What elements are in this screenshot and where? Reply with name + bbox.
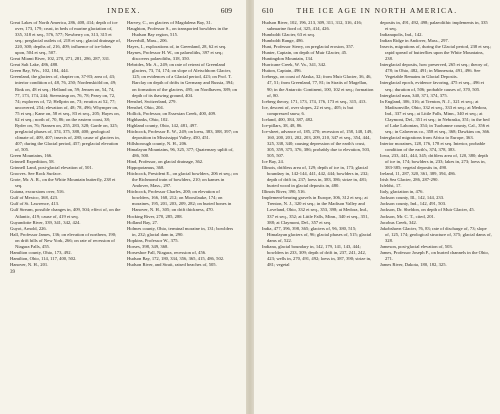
index-entry: Hillsborough county, N. H., 206. <box>127 140 188 146</box>
index-entry: Hitchcock, Professor E. W., 249; on loess, 383, 388, 397; on deposition in Mississippi Valley, 450, 451. <box>127 128 238 140</box>
right-page <box>254 0 500 414</box>
index-entry: Insects, migrations of, during the Glacial period, 238 et seq.; rapid spread of butterflies upon the White Mountains, 238. <box>380 44 492 62</box>
index-entry: Interior moraines, 128, 176, 178 et seq. Interior, probable condition of the earth's, 374, 378, 383. <box>380 140 486 152</box>
index-entry: Grinnell Land, post-glacial elevation of, 501. <box>10 165 93 171</box>
index-entry: Himalayan Mountains, 96, 325, 377; Quaternary uplift of, 486, 500. <box>127 146 234 159</box>
index-entry: Hopkins, Professor W., 375. <box>127 237 179 243</box>
index-entry: Grote, Mr. A. R., on the White Mountain butterfly, 238 et seq. <box>10 177 116 189</box>
index-entry: Illinois River, 390, 516. <box>262 189 306 195</box>
index-columns <box>10 20 238 268</box>
index-entry: Great Lakes of North America, 286, 408, 414; depth of ice over, 173, 179; crust, in beds of marine glaciation of, 335, 318 et seq., 576, 577; Newberry on, 313, 315 et seq.; preglacial outlets of, 218 et seq.; glacial drainage of, 220, 300; depths of, 216, 409; influence of ice-lobes upon, 504 et seq., 507. <box>10 20 122 56</box>
index-entry: Henshel, Ohio, 204. <box>127 104 164 110</box>
index-entry: Hutton, Captain, 496. <box>262 68 302 74</box>
index-entry: Hitchcock, President E., on glacial bowlders, 206 et seq.; on the Richmond train of bowlders, 210; on kames in Andover, Mass., 297. <box>127 171 238 189</box>
index-entry: Jackson, Mr. C. T., cited, 201. <box>380 213 435 219</box>
index-entry: Ireland, 11, 287, 320, 361, 389, 394, 486. <box>380 171 457 177</box>
index-entry: Jakobshavn Glacier, 76, 83; rate of discharge of, 73; slope of, 125, 174; geological structure of, 375; glacial dams of, 328. <box>380 225 492 243</box>
index-entry: Interglacial deposits, how preserved, 265 et seq.; theory of, 478; in Ohio, 482, 491; in Minnesota, 491, 496. See Vegetable Remains in Glacial Deposits. <box>380 62 489 80</box>
index-entry: Hebrides, Mr. A., 249; on rate of retreat of Greenland glaciers, 73, 74, 174; on slope of Aletschhorn Glacier, 125; on evidences of a Glacial period, 423; on Prof. T. Barclay on depth of drifts in Germany and Russia, 394; on formation of the glaciers, 495; on Nordhaven, 389; on depth of its thawing ground, 404. <box>127 62 237 98</box>
book-gutter <box>246 0 254 414</box>
index-entry: Hippopotamus, 368. <box>127 165 165 171</box>
index-entry: Interglacial man, 340, 371, 374, 375. <box>380 92 448 98</box>
index-entry: Ice Bay, 24. <box>262 159 284 165</box>
index-entry: Guiana, excursions over, 516. <box>10 189 65 195</box>
index-entry: Iceland, 400, 384, 387, 482. <box>262 116 314 122</box>
index-entry: Jackson county, Ill., 142, 144, 233. <box>380 195 445 201</box>
index-entry: Interglacial migrations from Africa to Europe, 363. <box>380 134 474 140</box>
index-entry: Hunt, Professor Sterry, on preglacial erosion, 357. <box>262 44 355 50</box>
index-entry: Hurricane Creek, W. Va., 341, 342. <box>262 62 327 68</box>
index-entry: In England, 306, 316; at Trenton, N. J., 321 et seq.; at Madisonville, Ohio, 332 et seq., 333 et seq.; at Medora, Ind., 337 et seq.; at Little Falls, Minn., 340 et seq.; at Claymont, Del., 351 et seq.; in Nebraska, 351; in the bed of Lake Lahontan, 354; in Tuolumne county, Cal., 356 et seq.; in Calaveras co., 358 et seq., 368; Dawkins on, 366. <box>380 98 491 134</box>
index-entry: Greenland, the glaciers of, chapter on, 37-83; area of, 43; interior condition of, 48, 76, 250; Nordenskiöld on, 49; Rink on, 48 et seq.; Helland on, 59; Jensen on, 54, 74, 77, 173, 174, 244; Steenstrup on, 76, 78; Peary on, 72, 74; explorers of, 72; Hellprin on, 73; erratics at 52, 77; uncovered, 254; elevation of, 48; 78, 496; Whymper on, 75 et seq.; Kane on, 58 et seq., 83 et seq., 205; Hayes on, 62 et seq.; north of, 70, 86; on the eastern coast, 38; Ryder on, 76; Nansen on, 255, 283, 328; Garde on, 325; preglacial phases of, 374, 375, 388, 400; geological climate of, 409, 407; insects of, 280; cause of glaciers in, 407; during the Glacial period, 457; preglacial elevation of, 505. <box>10 74 120 152</box>
index-entry: Henshel, Switzerland, 279. <box>127 98 177 104</box>
right-page-header <box>262 6 492 20</box>
index-entry: Ice-pillars, 38, 48, 86. <box>262 122 303 128</box>
index-entry: Horses, 398, 349, 368. <box>127 243 169 249</box>
index-column-1 <box>10 20 121 268</box>
index-column-2 <box>380 20 492 268</box>
index-entry: deposits in, 491, 492, 498; palaeolithic implements in, 335 et seq. <box>380 20 488 32</box>
index-entry: Humboldt Glacier, 63 et seq. <box>262 32 315 38</box>
index-entry: Hanover, N. H., 201. <box>10 261 49 267</box>
index-entry: Jackson county, Ind., 142, 491, 503. <box>380 201 447 207</box>
index-entry: Grinnell Expedition, 58. <box>10 159 55 165</box>
index-entry: Hind, Professor, on glacial drainage, 362. <box>127 159 204 165</box>
index-entry: Hudson River, 102, 196, 213, 309, 311, 312, 316, 416; submarine fiord of, 325, 414, 426. <box>262 20 363 32</box>
index-entry: Great Salt Lake, 486, 488. <box>10 62 59 68</box>
index-entry: India, 477, 396, 398, 365; glaciers of, 96, 380, 515; Himalayan glaciers of, 96; glacial phases of, 515; glacial dams of, 522. <box>262 225 372 243</box>
index-entry: Haughton, Professor S., on transported bowlders in the Hudson Bay region, 515. <box>127 26 228 38</box>
index-entry: Hunter, Captain, on depth of Muir Glacier, 45. <box>262 50 348 56</box>
index-entry: Jackson, Dr. Sheldon, on depth of Muir Glacier, 45. <box>380 207 475 213</box>
index-entry: Implement-bearing gravels in Europe, 306, 312 et seq.; at Trenton, N. J., 320 et seq.; in the Madison Valley and Loveland, Ohio, 332 et seq., 353, 398; at Medora, Ind., 337 et seq., 352; at Little Falls, Minn., 340 et seq., 351, 388; at Claymont, Del., 357 et seq. <box>262 195 369 225</box>
index-entry: Hayes, I., explorations of, in Greenland, 28, 62 et seq. <box>127 44 227 50</box>
index-entry: Iowa, 233, 441, 444, 345; driftless area of, 120, 380; depth of ice in, 174; bowlders in, 233; lakes in, 273; loess in, 383-385; vegetal deposits in, 490. <box>380 153 488 171</box>
index-entry: Hudson River, and Strait, raised beaches of, 505. <box>127 261 217 267</box>
index-entry: Irish Sea Glacier, 286, 287-290. <box>380 177 439 183</box>
index-entry: James River, Dakota, 180, 182, 325. <box>380 261 447 267</box>
index-entry: Guyandotte River, 339, 341, 342, 424. <box>10 219 81 225</box>
index-entry: Humboldt Range, 486. <box>262 38 304 44</box>
index-entry: Ice-sheet, advance of, 185, 270; recession of, 158, 148, 149, 160, 200, 201, 202, 203, 209, 210, 347 et seq., 354, 444, 325, 338, 340; causing depression of the earth's crust, 305, 359, 375, 376, 386; probably due to elevation, 503, 505, 507. <box>262 128 373 159</box>
index-entry: Interglacial epoch, evidence favoring, 475 et seq., 496 et seq.; duration of, 506; probable causes of, 370, 505. <box>380 80 485 92</box>
left-page <box>0 0 246 414</box>
index-columns <box>262 20 492 268</box>
index-entry: Great Miami River, 102, 270, 271, 281, 286, 287, 331. <box>10 56 111 62</box>
index-entry: Gulf of St. Lawrence, 413. <box>10 201 60 207</box>
page-number: 609 <box>220 6 232 15</box>
index-entry: Guyot, Arnold, 226. <box>10 225 47 231</box>
index-entry: Indiana, glacial boundary in, 142, 179, 141, 143, 444; bowlders in 233, 309; depth of drift in, 237, 241, 242, 423; wells in, 270, 491, 492; loess in, 387, 390; strize in, 481; vegetal <box>262 243 372 267</box>
index-entry: Hollick, Professor, on Essexian Creek, 400, 409. <box>127 110 217 116</box>
index-entry: Harvey, C., on glaciers of Magdalena Bay, 31. <box>127 20 212 25</box>
left-page-header <box>10 6 238 20</box>
index-entry: Highland county, Ohio, 142, 481, 497. <box>127 122 198 128</box>
index-entry: Jacobus Creek, 342. <box>380 219 417 225</box>
index-entry: Horseshoe Fall, Niagara, recession of, 456. <box>127 249 207 255</box>
index-entry: Haynes, Professor H. W., on palaeoliths, 397 et seq.; discovers palaeoliths, 318, 350. <box>127 50 224 62</box>
running-title: THE ICE AGE IN NORTH AMERICA. <box>296 6 458 15</box>
index-entry: Hocking River, 270, 285, 288. <box>127 213 183 219</box>
index-entry: Hamilton county, Ohio, 173, 492. <box>10 249 72 255</box>
index-entry: Italy, glaciation in, 476. <box>380 189 424 195</box>
index-column-1 <box>262 20 374 268</box>
index-entry: Hudson Bay, 172, 180, 334, 356, 365, 415, 486, 502. <box>127 255 225 261</box>
index-entry: James, Professor Joseph F., on buried channels in the Ohio, 271. <box>380 249 489 261</box>
running-title: INDEX. <box>107 6 141 15</box>
index-entry: Jameson, post-glacial elevation of, 503. <box>380 243 453 249</box>
index-entry: Holland Bay, 27. <box>127 219 159 225</box>
index-entry: Holmes county, Ohio, terminal moraine in, 131; bowlders in, 232; glacial dam in, 290. <box>127 225 234 237</box>
index-entry: Gulf Stream, possible changes in, 409, 504; effect of, on the Atlantic, 419; cause of, 419 et seq. <box>10 207 121 219</box>
index-entry: Ice, descent of, over slopes, 22 et seq., 405; is but compressed snow, 6. <box>262 104 354 116</box>
signature-mark: 39 <box>10 269 15 275</box>
index-entry: Huntingdon Mountain, 134. <box>262 56 314 62</box>
index-entry: Haverhill, Mass., 206. <box>127 38 168 44</box>
index-entry: Hitchcock, Professor Charles, 200; on elevation of bowlders, 166, 168, 212; on Moosilauke, 174; on moraines, 195, 201, 203, 209, 282; on buried bones in Hanover, N. H., 305; on drift thickness, 470. <box>127 189 232 213</box>
index-entry: Indian Ridge in Andover, Mass., 297. <box>380 38 449 44</box>
index-entry: Green Mountains, 166. <box>10 153 53 159</box>
index-entry: Illinois, driftless area of, 129; depth of ice in, 173; glacial boundary in, 142-144, 441, 442, 444; bowlders in, 232; depth of drift in, 237; loess in, 383, 386; strize in, 481; buried wood in glacial deposits in, 480. <box>262 165 369 189</box>
index-entry: Hall, Professor James, 136; on elevation of northern, 190; on drift hills of New York, 266; on rate of recession of Niagara Falls, 455. <box>10 231 117 249</box>
index-entry: Icebergs, on coast of Alaska, 32; from Muir Glacier, 36, 46, 47, 51; from Greenland, 77, 81; in Straits of Magellan, 90; in the Antarctic Continent, 100, 102 et seq.; formation of, 80. <box>262 74 374 98</box>
index-column-2 <box>127 20 238 268</box>
index-entry: Highbanks, Ohio, 102. <box>127 116 169 122</box>
index-entry: Grooves. See Rock Surface. <box>10 171 62 177</box>
index-entry: Green Bay, Wis., 102, 184, 444. <box>10 68 69 74</box>
page-number: 610 <box>262 6 274 15</box>
index-entry: Indianapolis, Ind., 142. <box>380 32 423 38</box>
index-entry: Isfeldst, 17. <box>380 183 402 189</box>
index-entry: Iceberg theory, 171, 173, 174, 176, 173 et seq., 315, 413. <box>262 98 367 104</box>
index-entry: Hamilton, Ohio, 114, 117, 400, 502. <box>10 255 77 261</box>
index-entry: Gulf of Mexico, 368, 423. <box>10 195 59 201</box>
